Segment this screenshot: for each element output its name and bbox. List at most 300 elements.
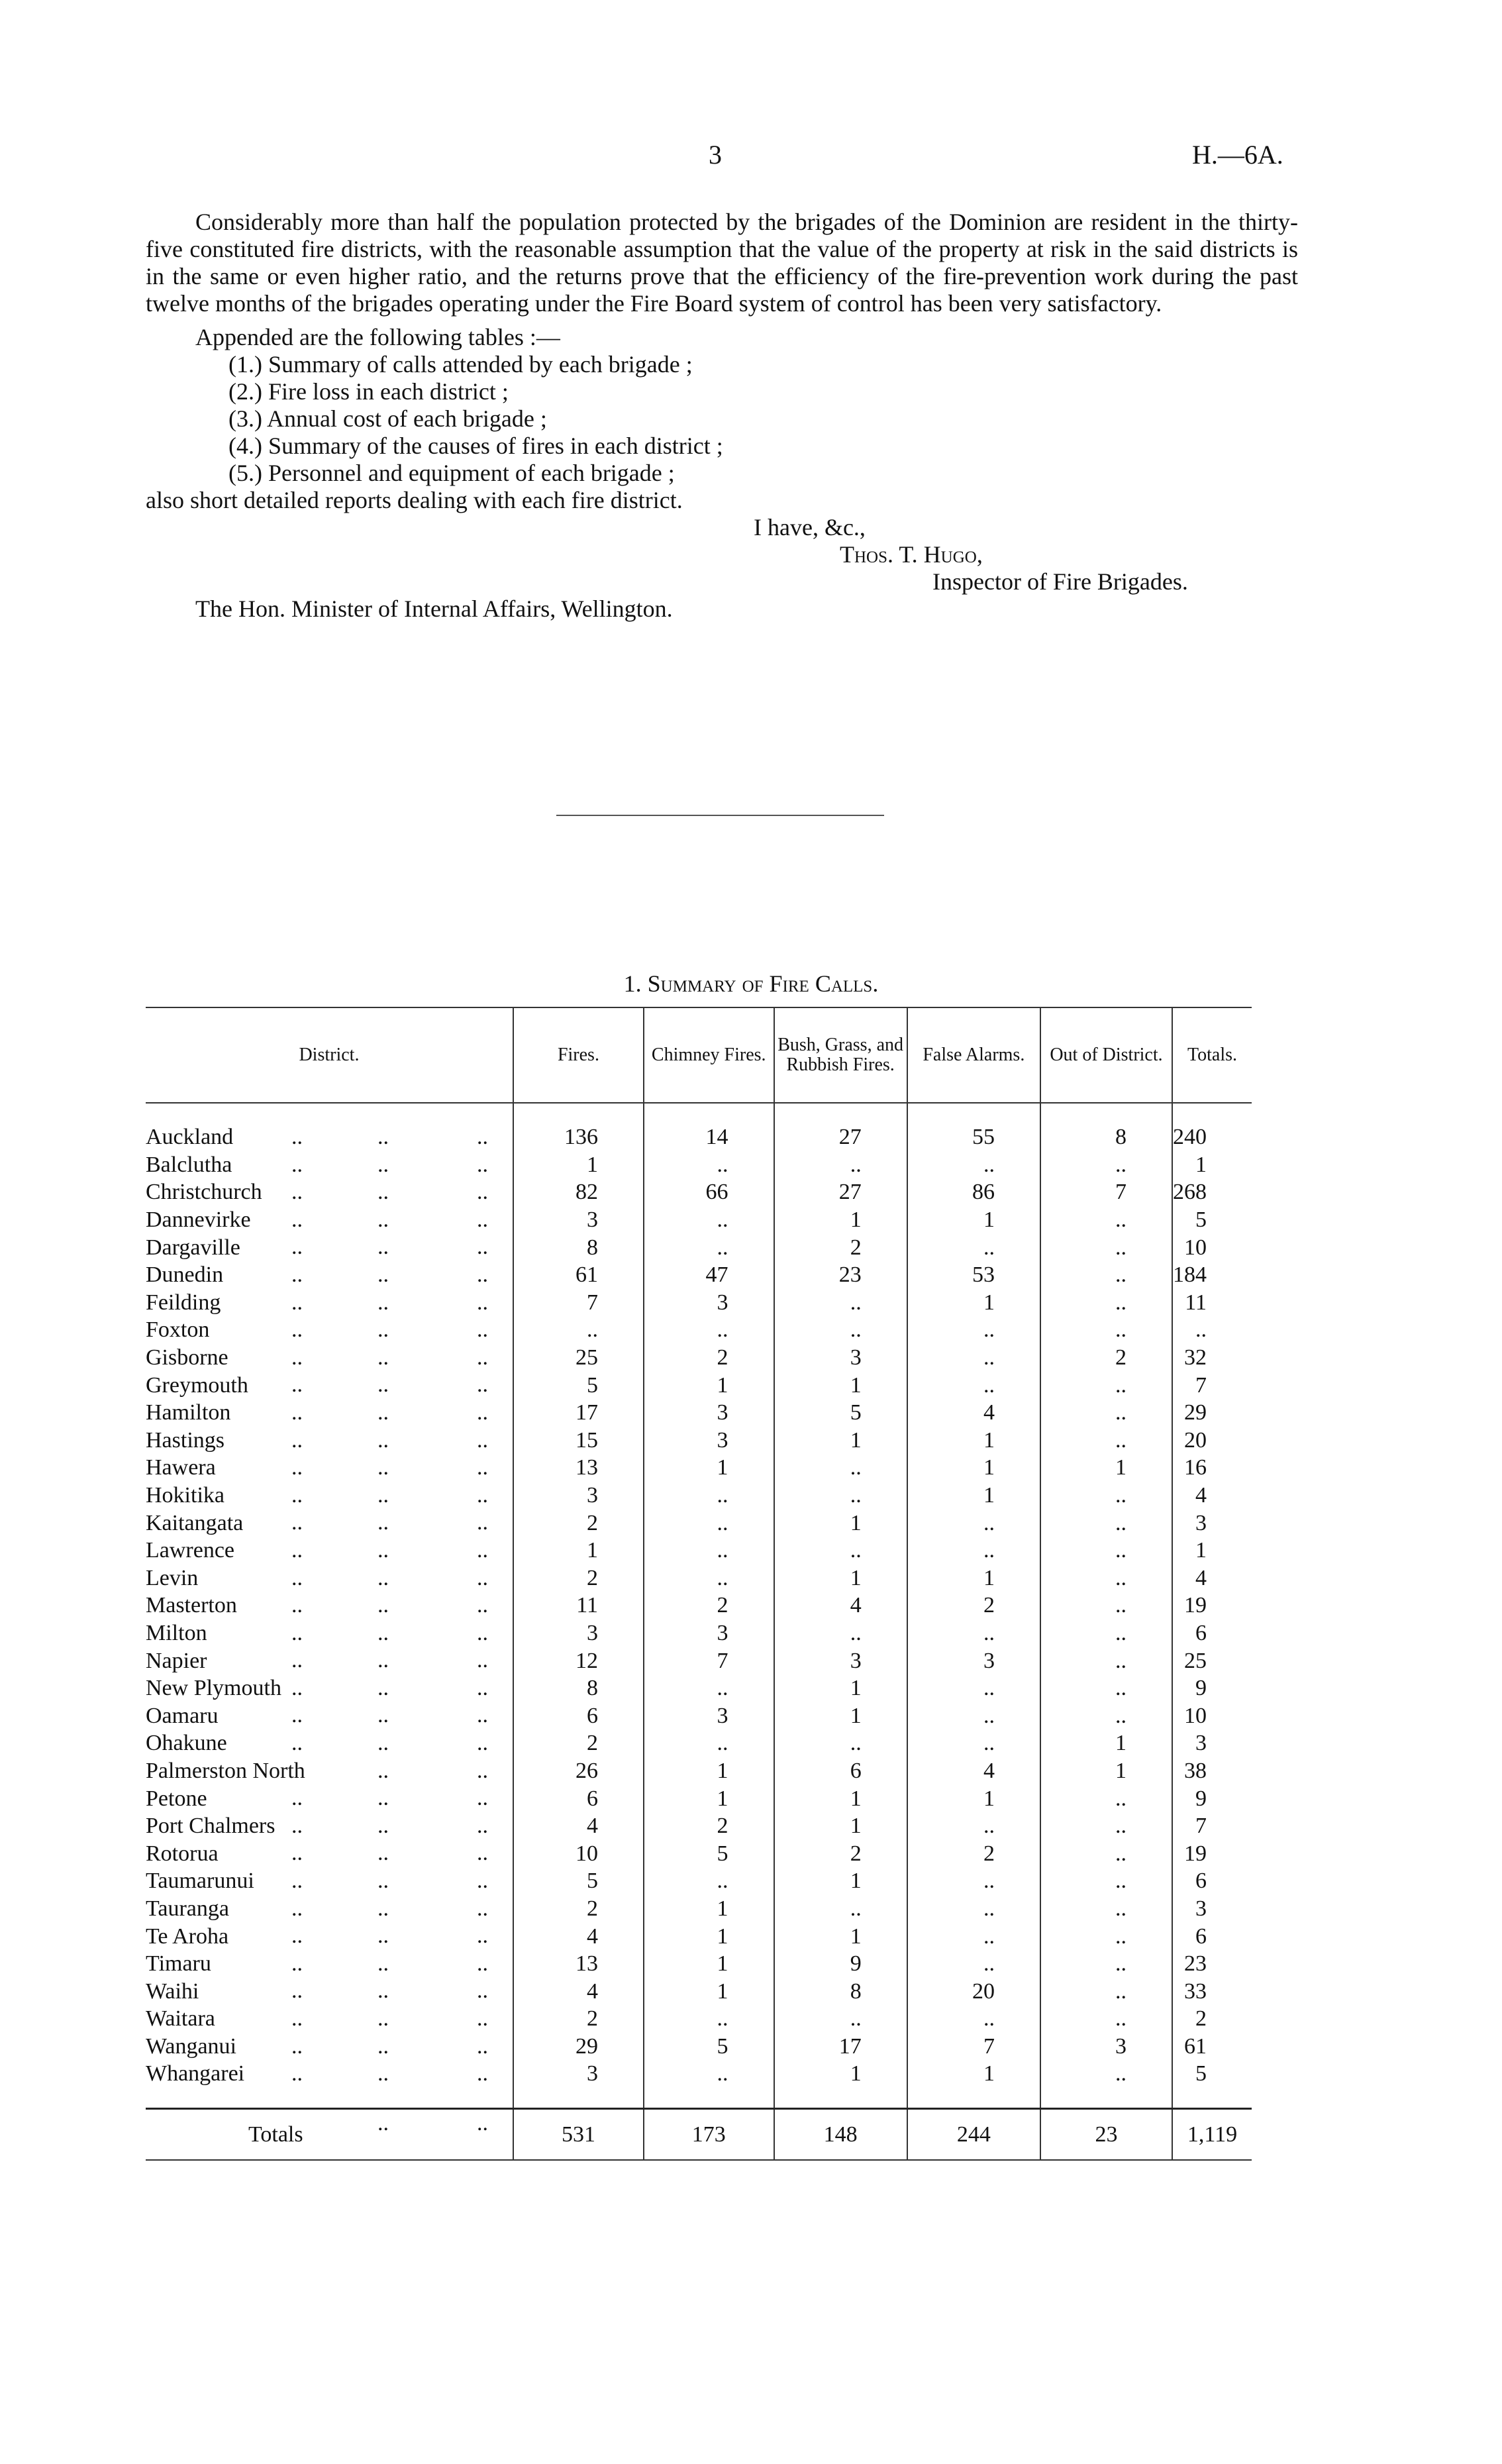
cell-fires: 15 [513,1427,644,1455]
district-name: New Plymouth [146,1676,281,1701]
leader-dots: .. [291,1345,303,1370]
cell-totals: 29 [1172,1399,1252,1427]
cell-totals: 38 [1172,1757,1252,1785]
leader-dots: .. [291,1565,303,1590]
cell-district [146,1757,513,1785]
cell-out-of-district: .. [1040,1399,1172,1427]
cell-false-alarms: .. [907,1950,1040,1978]
cell-bush-fires: .. [774,1895,907,1923]
cell-fires: 2 [513,1895,644,1923]
cell-totals: 9 [1172,1674,1252,1702]
cell-false-alarms: 86 [907,1178,1040,1206]
cell-chimney-fires: .. [644,2005,774,2033]
table-row [146,1867,1252,1895]
cell-bush-fires: 4 [774,1592,907,1619]
leader-dots: .. [377,1537,389,1563]
cell-chimney-fires: .. [644,1206,774,1234]
cell-chimney-fires: 66 [644,1178,774,1206]
cell-bush-fires: .. [774,1537,907,1565]
cell-totals: 3 [1172,1509,1252,1537]
cell-chimney-fires: 1 [644,1977,774,2005]
leader-dots: .. [291,1924,303,1949]
leader-dots: .. [477,1924,488,1949]
cell-bush-fires: .. [774,1482,907,1510]
spacer-cell [774,1103,907,1123]
district-name: Balclutha [146,1152,232,1177]
cell-fires: 3 [513,1206,644,1234]
cell-bush-fires: 17 [774,2033,907,2061]
cell-totals: 11 [1172,1289,1252,1317]
letter-body [146,209,1298,623]
leader-dots: .. [291,1482,303,1508]
cell-chimney-fires: 1 [644,1757,774,1785]
cell-out-of-district: .. [1040,1977,1172,2005]
cell-false-alarms: 1 [907,1289,1040,1317]
leader-dots: .. [291,1869,303,1894]
cell-out-of-district: .. [1040,1950,1172,1978]
district-name: Te Aroha [146,1924,229,1949]
leader-dots: .. [377,1731,389,1756]
district-name: Foxton [146,1317,210,1343]
cell-totals: 240 [1172,1123,1252,1151]
cell-totals: 16 [1172,1454,1252,1482]
leader-dots: .. [291,1620,303,1645]
cell-bush-fires: 1 [774,1922,907,1950]
cell-out-of-district: 8 [1040,1123,1172,1151]
district-name: Hastings [146,1427,225,1453]
cell-district [146,1702,513,1729]
spacer-cell [146,1103,513,1123]
district-name: Petone [146,1786,207,1811]
leader-dots: .. [291,1152,303,1177]
spacer-cell [907,1103,1040,1123]
cell-district [146,1151,513,1179]
leader-dots: .. [477,2006,488,2031]
cell-totals: 7 [1172,1371,1252,1399]
cell-out-of-district: .. [1040,1537,1172,1565]
cell-chimney-fires: 47 [644,1261,774,1289]
cell-false-alarms: 244 [907,2108,1040,2160]
leader-dots: .. [477,1317,488,1343]
leader-dots: .. [377,1813,389,1838]
leader-dots: .. [291,1372,303,1398]
district-name: Port Chalmers [146,1814,275,1839]
district-name: Oamaru [146,1703,219,1728]
leader-dots: .. [291,1262,303,1287]
table-title: 1. Summary of Fire Calls. [623,970,879,997]
cell-out-of-district: .. [1040,1702,1172,1729]
cell-chimney-fires: 3 [644,1702,774,1729]
cell-false-alarms: .. [907,1509,1040,1537]
leader-dots: .. [377,1565,389,1590]
district-name: Hokitika [146,1483,225,1508]
cell-out-of-district: .. [1040,1427,1172,1455]
cell-totals: 268 [1172,1178,1252,1206]
district-name: Christchurch [146,1180,262,1205]
header-out-of-district: Out of District. [1040,1007,1172,1103]
cell-out-of-district: .. [1040,1371,1172,1399]
leader-dots: .. [477,1896,488,1921]
leader-dots: .. [477,1262,488,1287]
table-row [146,1316,1252,1344]
leader-dots: .. [377,1427,389,1453]
leader-dots: .. [477,1565,488,1590]
cell-false-alarms: 2 [907,1592,1040,1619]
cell-out-of-district: .. [1040,2005,1172,2033]
cell-fires: .. [513,1316,644,1344]
cell-bush-fires: .. [774,1289,907,1317]
leader-dots: .. [291,1703,303,1728]
table-row [146,1950,1252,1978]
leader-dots: .. [291,1510,303,1535]
cell-totals: 1 [1172,1537,1252,1565]
cell-false-alarms: 53 [907,1261,1040,1289]
leader-dots: .. [291,1786,303,1811]
district-name: Auckland [146,1125,234,1150]
cell-district [146,1839,513,1867]
cell-out-of-district: .. [1040,1592,1172,1619]
cell-fires: 29 [513,2033,644,2061]
cell-false-alarms: .. [907,1895,1040,1923]
cell-false-alarms: .. [907,1151,1040,1179]
leader-dots: .. [377,2033,389,2059]
leader-dots: .. [377,1951,389,1976]
table-row [146,1592,1252,1619]
leader-dots: .. [291,2006,303,2031]
leader-dots: .. [477,1813,488,1838]
cell-out-of-district: .. [1040,1289,1172,1317]
cell-out-of-district: 7 [1040,1178,1172,1206]
cell-district [146,1895,513,1923]
cell-totals: 7 [1172,1812,1252,1840]
leader-dots: .. [291,1235,303,1260]
leader-dots: .. [477,1180,488,1205]
cell-totals: 1,119 [1172,2108,1252,2160]
cell-false-alarms: 1 [907,2060,1040,2088]
cell-district [146,2005,513,2033]
cell-totals: 25 [1172,1647,1252,1674]
cell-false-alarms: .. [907,1619,1040,1647]
cell-false-alarms: 1 [907,1454,1040,1482]
cell-fires: 2 [513,2005,644,2033]
cell-out-of-district: .. [1040,1839,1172,1867]
table-row [146,1206,1252,1234]
cell-bush-fires: .. [774,1151,907,1179]
cell-chimney-fires: 1 [644,1784,774,1812]
cell-chimney-fires: 7 [644,1647,774,1674]
cell-district [146,1922,513,1950]
cell-bush-fires: 1 [774,1565,907,1592]
tables-list [228,351,1298,487]
cell-out-of-district: .. [1040,1812,1172,1840]
district-name: Ohakune [146,1731,227,1756]
cell-district [146,1509,513,1537]
district-name: Waihi [146,1978,199,2004]
cell-fires: 5 [513,1867,644,1895]
cell-totals: 19 [1172,1839,1252,1867]
district-name: Wanganui [146,2033,236,2059]
signatory-title: Inspector of Fire Brigades. [932,568,1188,595]
cell-bush-fires: .. [774,1619,907,1647]
cell-bush-fires: 1 [774,1812,907,1840]
cell-out-of-district: 23 [1040,2108,1172,2160]
leader-dots: .. [477,1427,488,1453]
cell-bush-fires: 3 [774,1647,907,1674]
cell-totals: 23 [1172,1950,1252,1978]
table-row [146,2060,1252,2088]
cell-district [146,1206,513,1234]
also-line: also short detailed reports dealing with each fire district. [146,487,683,513]
leader-dots: .. [377,1482,389,1508]
cell-district [146,1812,513,1840]
district-name: Palmerston North [146,1758,305,1783]
list-item: (5.) Personnel and equipment of each brigade ; [228,460,675,486]
cell-chimney-fires: .. [644,1537,774,1565]
cell-false-alarms: .. [907,1537,1040,1565]
cell-chimney-fires: .. [644,1509,774,1537]
cell-false-alarms: .. [907,1316,1040,1344]
district-name: Napier [146,1648,207,1673]
cell-chimney-fires: 1 [644,1895,774,1923]
cell-chimney-fires: .. [644,1233,774,1261]
leader-dots: .. [377,2110,389,2135]
cell-totals: 4 [1172,1482,1252,1510]
district-name: Whangarei [146,2061,245,2086]
cell-district [146,2033,513,2061]
leader-dots: .. [291,1455,303,1480]
leader-dots: .. [477,1455,488,1480]
cell-false-alarms: 1 [907,1565,1040,1592]
leader-dots: .. [291,2061,303,2086]
leader-dots: .. [291,2033,303,2059]
cell-fires: 12 [513,1647,644,1674]
cell-totals: 9 [1172,1784,1252,1812]
cell-totals: 6 [1172,1867,1252,1895]
spacer-cell [644,1103,774,1123]
spacer-cell [1172,2088,1252,2109]
leader-dots: .. [477,1207,488,1232]
district-name: Dannevirke [146,1207,251,1233]
leader-dots: .. [377,1869,389,1894]
table-row [146,1427,1252,1455]
district-name: Lawrence [146,1538,235,1563]
spacer-cell [513,2088,644,2109]
table-row [146,1482,1252,1510]
cell-out-of-district: .. [1040,1922,1172,1950]
cell-out-of-district: .. [1040,1784,1172,1812]
cell-bush-fires: 1 [774,1784,907,1812]
leader-dots: .. [291,1180,303,1205]
table-row [146,1454,1252,1482]
leader-dots: .. [377,1924,389,1949]
cell-chimney-fires: .. [644,1151,774,1179]
cell-false-alarms: 3 [907,1647,1040,1674]
leader-dots: .. [377,1317,389,1343]
cell-chimney-fires: 1 [644,1950,774,1978]
leader-dots: .. [377,1510,389,1535]
cell-fires: 17 [513,1399,644,1427]
cell-totals: 10 [1172,1233,1252,1261]
cell-chimney-fires: 2 [644,1812,774,1840]
cell-bush-fires: .. [774,1729,907,1757]
list-item: (3.) Annual cost of each brigade ; [228,405,547,432]
cell-fires: 1 [513,1151,644,1179]
cell-district [146,1371,513,1399]
leader-dots: .. [377,1978,389,2004]
district-name: Levin [146,1565,199,1590]
cell-chimney-fires: .. [644,1565,774,1592]
table-row [146,1344,1252,1372]
cell-out-of-district: .. [1040,1151,1172,1179]
spacer-cell [146,2088,513,2109]
leader-dots: .. [291,1813,303,1838]
table-row [146,2033,1252,2061]
cell-out-of-district: .. [1040,1482,1172,1510]
cell-bush-fires: .. [774,2005,907,2033]
cell-bush-fires: 2 [774,1233,907,1261]
cell-district [146,1316,513,1344]
page-number: 3 [709,140,722,170]
cell-false-alarms: 1 [907,1206,1040,1234]
cell-bush-fires: 27 [774,1123,907,1151]
district-name: Dargaville [146,1235,240,1260]
cell-false-alarms: .. [907,1344,1040,1372]
cell-district [146,1867,513,1895]
cell-totals: 4 [1172,1565,1252,1592]
cell-district [146,1674,513,1702]
leader-dots: .. [477,1869,488,1894]
leader-dots: .. [477,1703,488,1728]
cell-false-alarms: 1 [907,1427,1040,1455]
header-fires: Fires. [513,1007,644,1103]
cell-totals: 2 [1172,2005,1252,2033]
district-name: Dunedin [146,1262,224,1288]
leader-dots: .. [377,1235,389,1260]
cell-fires: 26 [513,1757,644,1785]
divider [556,815,884,816]
leader-dots: .. [477,1786,488,1811]
leader-dots: .. [477,1758,488,1783]
cell-bush-fires: 23 [774,1261,907,1289]
document-reference: H.—6A. [1192,140,1283,170]
cell-district [146,1592,513,1619]
cell-fires: 1 [513,1537,644,1565]
leader-dots: .. [477,1400,488,1425]
cell-false-alarms: 2 [907,1839,1040,1867]
district-name: Rotorua [146,1841,219,1866]
leader-dots: .. [291,1207,303,1232]
cell-district [146,1261,513,1289]
leader-dots: .. [477,1648,488,1673]
cell-bush-fires: 148 [774,2108,907,2160]
cell-fires: 3 [513,2060,644,2088]
cell-chimney-fires: 1 [644,1454,774,1482]
cell-district [146,1950,513,1978]
leader-dots: .. [377,1786,389,1811]
closing: I have, &c., [754,514,866,540]
cell-totals: 19 [1172,1592,1252,1619]
cell-out-of-district: .. [1040,1647,1172,1674]
table-row [146,1289,1252,1317]
cell-fires: 13 [513,1950,644,1978]
list-item: (2.) Fire loss in each district ; [228,378,509,405]
cell-chimney-fires: .. [644,1316,774,1344]
table-row [146,1674,1252,1702]
cell-district [146,1289,513,1317]
table-row [146,1812,1252,1840]
cell-chimney-fires: .. [644,2060,774,2088]
leader-dots: .. [377,1345,389,1370]
cell-bush-fires: 2 [774,1839,907,1867]
cell-fires: 3 [513,1619,644,1647]
cell-fires: 5 [513,1371,644,1399]
leader-dots: .. [291,1593,303,1618]
district-name: Greymouth [146,1372,248,1398]
district-name: Taumarunui [146,1869,254,1894]
district-name: Hawera [146,1455,216,1480]
leader-dots: .. [377,1648,389,1673]
cell-out-of-district: .. [1040,1261,1172,1289]
cell-district [146,1482,513,1510]
table-row [146,1233,1252,1261]
cell-chimney-fires: 3 [644,1289,774,1317]
leader-dots: .. [477,1510,488,1535]
header-false-alarms: False Alarms. [907,1007,1040,1103]
table-row [146,2005,1252,2033]
addressee: The Hon. Minister of Internal Affairs, Wellington. [195,595,673,622]
table-row [146,1757,1252,1785]
leader-dots: .. [477,1235,488,1260]
cell-district [146,1399,513,1427]
spacer-cell [644,2088,774,2109]
leader-dots: .. [377,1758,389,1783]
leader-dots: .. [291,1896,303,1921]
header-bush-fires: Bush, Grass, and Rubbish Fires. [774,1007,907,1103]
cell-fires: 2 [513,1509,644,1537]
leader-dots: .. [477,1731,488,1756]
cell-district [146,1123,513,1151]
cell-totals: 5 [1172,2060,1252,2088]
leader-dots: .. [477,1951,488,1976]
leader-dots: .. [477,1372,488,1398]
cell-fires: 3 [513,1482,644,1510]
cell-totals: .. [1172,1316,1252,1344]
leader-dots: .. [477,1482,488,1508]
leader-dots: .. [377,1593,389,1618]
list-item: (4.) Summary of the causes of fires in each district ; [228,433,723,459]
cell-out-of-district: .. [1040,1509,1172,1537]
table-row [146,1619,1252,1647]
cell-chimney-fires: .. [644,1867,774,1895]
district-name: Tauranga [146,1896,229,1921]
cell-chimney-fires: 1 [644,1922,774,1950]
table-row [146,1123,1252,1151]
cell-fires: 6 [513,1702,644,1729]
cell-fires: 4 [513,1922,644,1950]
table-row [146,1261,1252,1289]
cell-false-alarms: 7 [907,2033,1040,2061]
leader-dots: .. [291,1125,303,1149]
table-header-row [146,1007,1252,1103]
leader-dots: .. [377,1841,389,1866]
header-totals: Totals. [1172,1007,1252,1103]
table-row [146,1537,1252,1565]
cell-bush-fires: 1 [774,1206,907,1234]
cell-fires: 7 [513,1289,644,1317]
table-row [146,1729,1252,1757]
cell-out-of-district: .. [1040,1867,1172,1895]
cell-fires: 11 [513,1592,644,1619]
